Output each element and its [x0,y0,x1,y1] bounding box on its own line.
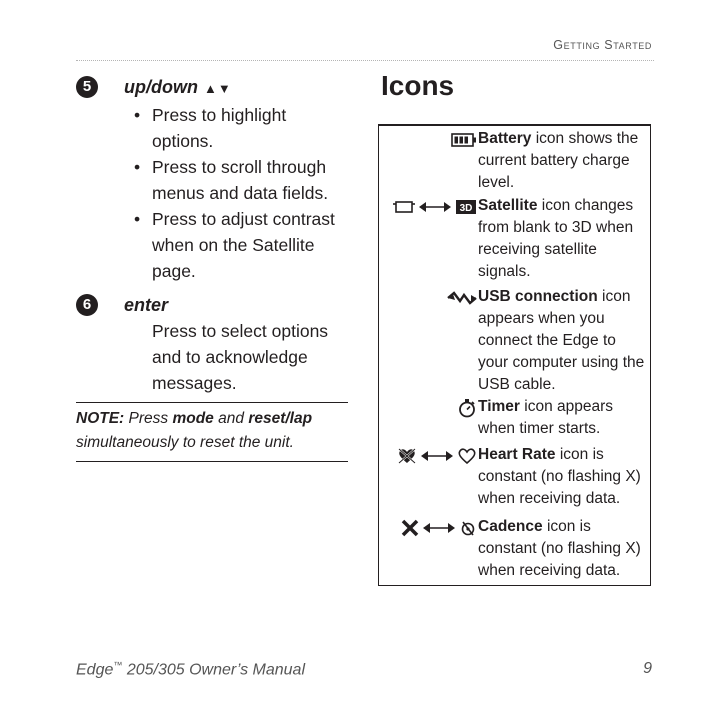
cadence-x-icon [401,519,419,537]
cadence-icon [459,519,477,537]
bullet-item: • Press to scroll through menus and data fields. [134,157,329,203]
item-up-down [76,74,348,284]
satellite-3d-icon [455,199,477,215]
satellite-description: Satellite icon changes from blank to 3D when receiving satellite signals. [478,197,634,280]
icons-table [378,124,651,586]
usb-icon [447,291,477,305]
left-column [76,74,348,462]
up-down-bullets [124,102,348,284]
up-down-title: up/down [124,77,198,97]
icons-heading: Icons [381,70,455,101]
page-number: 9 [643,660,652,677]
double-arrow-icon [419,201,451,213]
enter-description: Press to select options and to acknowledge messages. [152,321,329,393]
up-down-arrows-icon: ▲▼ [203,81,232,96]
item-number-6: 6 [76,294,98,316]
mode-key: mode [172,410,214,427]
enter-title: enter [124,295,169,315]
cadence-description: Cadence icon is constant (no flashing X) when receiving data. [478,518,641,579]
item-number-5: 5 [76,76,98,98]
timer-icon [457,398,477,418]
bullet-item: • Press to highlight options. [134,105,287,151]
double-arrow-icon [423,522,455,534]
reset-lap-key: reset/lap [248,410,313,427]
note-label: NOTE: [76,410,125,427]
heart-rate-description: Heart Rate icon is constant (no flashing X) when receiving data. [478,446,641,507]
footer-manual-title: Edge™ 205/305 Owner’s Manual [76,660,306,679]
double-arrow-icon [421,450,453,462]
bullet-item: • Press to adjust contrast when on the Satellite page. [134,209,335,281]
satellite-blank-icon [393,199,415,215]
heart-rate-x-icon [397,447,417,465]
heart-icon [457,447,477,465]
battery-icon [451,133,477,147]
svg-text:3D: 3D [459,203,473,214]
usb-description: USB connection icon appears when you connect the Edge to your computer using the USB cable. [478,288,645,393]
section-title: Getting Started [553,38,652,52]
battery-description: Battery icon shows the current battery charge level. [478,130,639,191]
note-box: NOTE: Press mode and reset/lap simultaneously to reset the unit. [76,402,348,462]
page-header [76,38,654,61]
timer-description: Timer icon appears when timer starts. [478,398,614,437]
item-enter [76,292,348,396]
